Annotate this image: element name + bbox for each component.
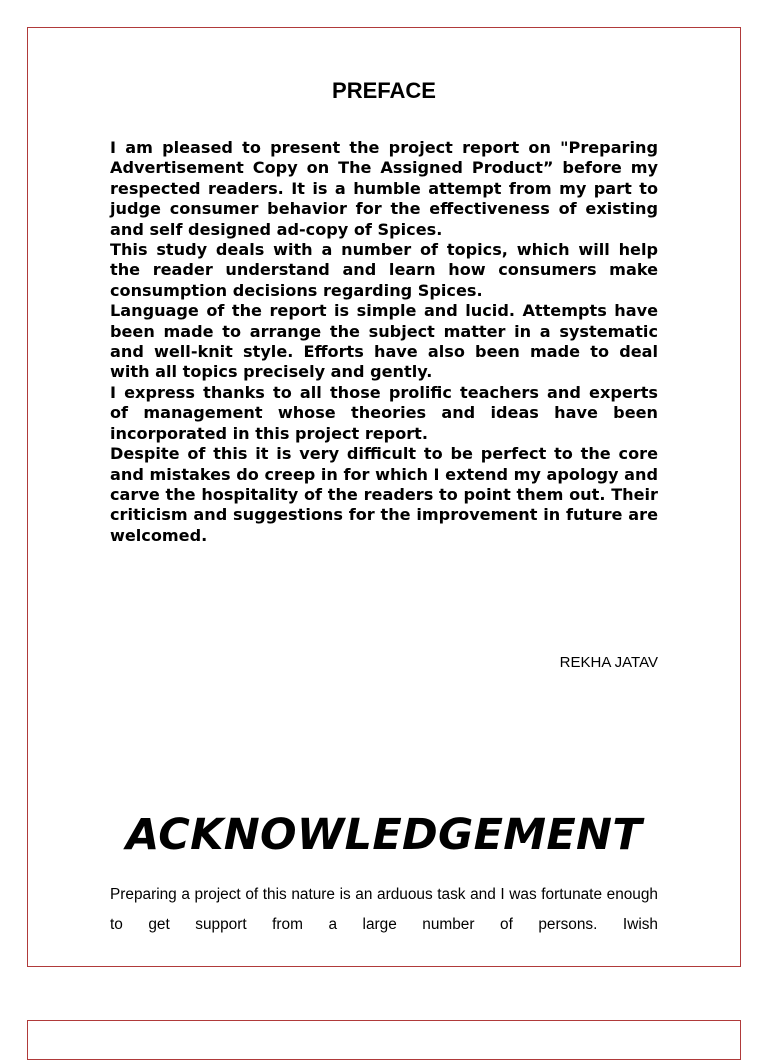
next-page-edge — [27, 1020, 741, 1060]
acknowledgement-body: Preparing a project of this nature is an arduous task and I was fortunate enough to get support from a large number of persons. Iwish — [110, 886, 658, 933]
preface-paragraph-5: Despite of this it is very difficult to be perfect to the core and mistakes do creep in for which I extend my apology and carve the hospitality of the readers to point them out. Their criticism and suggestions for the improvement in future are welcomed. — [110, 444, 658, 545]
author-signature: REKHA JATAV — [559, 654, 658, 671]
preface-paragraph-1: I am pleased to present the project report on "Preparing Advertisement Copy on The Assigned Product” before my respected readers. It is a humble attempt from my part to judge consumer behavior for the effectiveness of existing and self designed ad-copy of Spices. — [110, 138, 658, 239]
preface-paragraph-3: Language of the report is simple and lucid. Attempts have been made to arrange the subject matter in a systematic and well-knit style. Efforts have also been made to deal with all topics precisely and gently. — [110, 301, 658, 382]
acknowledgement-title: ACKNOWLEDGEMENT — [126, 810, 642, 860]
preface-paragraph-4: I express thanks to all those prolific teachers and experts of management whose theories and ideas have been incorporated in this project report. — [110, 382, 658, 443]
preface-title: PREFACE — [332, 78, 436, 103]
preface-body — [110, 138, 658, 546]
preface-paragraph-2: This study deals with a number of topics, which will help the reader understand and learn how consumers make consumption decisions regarding Spices. — [110, 240, 658, 300]
